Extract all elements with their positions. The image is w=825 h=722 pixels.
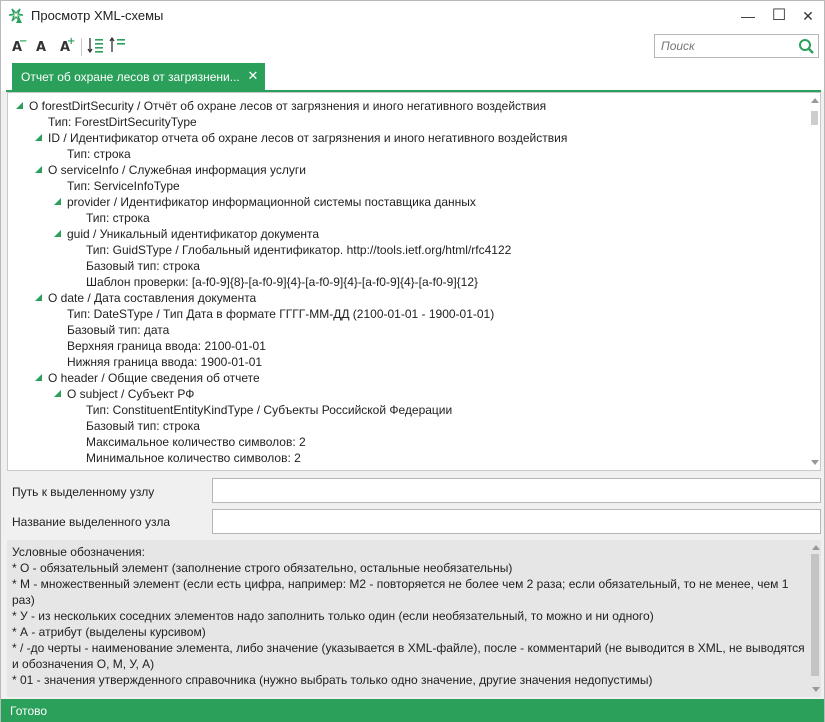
schema-tree[interactable] xyxy=(7,92,821,471)
font-decrease-icon: A xyxy=(11,40,23,55)
expand-arrow-icon[interactable] xyxy=(54,230,61,237)
close-tab-icon[interactable]: ✕ xyxy=(247,68,259,83)
legend-scroll-thumb[interactable] xyxy=(811,554,819,676)
legend-line: Условные обозначения: xyxy=(12,545,145,559)
tree-node[interactable]: guid / Уникальный идентификатор документа xyxy=(67,227,320,241)
search-box xyxy=(654,34,819,58)
close-window-button[interactable]: ✕ xyxy=(802,8,814,24)
maximize-button[interactable]: ☐ xyxy=(771,7,787,24)
legend-line: * М - множественный элемент (если есть цифра, например: М2 - повторяется не более чем 2 раза; если обязательный, то не менее, чем 1 xyxy=(12,577,789,591)
legend-line: * У - из нескольких соседних элементов надо заполнить только один (если необязательный, то можно и ни одного) xyxy=(12,609,654,623)
minimize-button[interactable]: — xyxy=(741,8,755,24)
expand-all-icon[interactable] xyxy=(87,36,105,56)
legend-line: * 01 - значения утвержденного справочника (нужно выбрать только одно значение, другие значения недопустимы) xyxy=(12,673,653,687)
title-bar xyxy=(1,1,824,31)
tree-node[interactable]: О header / Общие сведения об отчете xyxy=(48,371,260,385)
tree-node[interactable]: О date / Дата составления документа xyxy=(48,291,257,305)
tree-node[interactable]: О subject / Субъект РФ xyxy=(67,387,195,401)
path-field[interactable] xyxy=(212,478,821,503)
legend-line: раз) xyxy=(12,593,35,607)
legend-scroll-down-icon[interactable] xyxy=(812,687,820,692)
tree-node[interactable]: Верхняя граница ввода: 2100-01-01 xyxy=(67,339,266,353)
legend-scroll-up-icon[interactable] xyxy=(812,545,820,550)
tab-forest-dirt-security[interactable] xyxy=(12,63,265,91)
tab-label: Отчет об охране лесов от загрязнени... xyxy=(21,70,240,84)
status-bar xyxy=(1,699,824,722)
expand-arrow-icon[interactable] xyxy=(35,134,42,141)
collapse-all-icon[interactable] xyxy=(109,36,127,56)
tree-node[interactable]: Тип: GuidSType / Глобальный идентификатор. http://tools.ietf.org/html/rfc4122 xyxy=(86,243,512,257)
search-icon[interactable] xyxy=(798,38,815,55)
scroll-up-icon[interactable] xyxy=(811,98,819,103)
tree-node[interactable]: ID / Идентификатор отчета об охране лесов от загрязнения и иного негативного воздействия xyxy=(48,131,568,145)
decrease-font-button[interactable] xyxy=(7,37,27,59)
tree-node[interactable]: Тип: ConstituentEntityKindType / Субъекты Российской Федерации xyxy=(86,403,453,417)
expand-arrow-icon[interactable] xyxy=(54,390,61,397)
tree-node[interactable]: О forestDirtSecurity / Отчёт об охране лесов от загрязнения и иного негативного воздействия xyxy=(29,99,547,113)
expand-arrow-icon[interactable] xyxy=(16,102,23,109)
expand-arrow-icon[interactable] xyxy=(35,166,42,173)
legend-scrollbar[interactable] xyxy=(809,540,821,697)
tree-node[interactable]: О serviceInfo / Служебная информация услуги xyxy=(48,163,306,177)
tree-node[interactable]: Минимальное количество символов: 2 xyxy=(86,451,301,465)
scroll-down-icon[interactable] xyxy=(811,460,819,465)
toolbar-separator xyxy=(81,38,82,56)
font-increase-icon: A xyxy=(59,40,71,55)
search-input[interactable] xyxy=(655,35,793,57)
tree-node[interactable]: Тип: строка xyxy=(86,211,150,225)
node-name-field[interactable] xyxy=(212,509,821,534)
expand-arrow-icon[interactable] xyxy=(54,198,61,205)
normal-font-button[interactable] xyxy=(31,37,51,59)
minus-mark: − xyxy=(19,36,28,47)
tree-node[interactable]: Максимальное количество символов: 2 xyxy=(86,435,306,449)
status-text: Готово xyxy=(10,704,48,718)
tree-scroll-thumb[interactable] xyxy=(811,111,818,125)
window-title: Просмотр XML-схемы xyxy=(31,8,164,23)
font-normal-icon: A xyxy=(35,40,47,55)
tree-node[interactable]: Базовый тип: дата xyxy=(67,323,170,337)
tree-node[interactable]: Тип: строка xyxy=(67,147,131,161)
legend-line: * О - обязательный элемент (заполнение строго обязательно, остальные необязательны) xyxy=(12,561,513,575)
tree-node[interactable]: Тип: ServiceInfoType xyxy=(67,179,180,193)
tree-node[interactable]: provider / Идентификатор информационной системы поставщика данных xyxy=(67,195,476,209)
tree-scrollbar[interactable] xyxy=(808,93,820,470)
tree-node[interactable]: Шаблон проверки: [a-f0-9]{8}-[a-f0-9]{4}-[a-f0-9]{4}-[a-f0-9]{4}-[a-f0-9]{12} xyxy=(86,275,479,289)
tree-node[interactable]: Нижняя граница ввода: 1900-01-01 xyxy=(67,355,263,369)
legend-line: и обозначения О, М, У, А) xyxy=(12,657,155,671)
plus-mark: + xyxy=(67,36,76,47)
xml-schema-app-icon xyxy=(7,7,25,25)
tree-node[interactable]: Тип: DateSType / Тип Дата в формате ГГГГ-ММ-ДД (2100-01-01 - 1900-01-01) xyxy=(67,307,495,321)
legend-line: * А - атрибут (выделены курсивом) xyxy=(12,625,206,639)
tree-node[interactable]: Тип: ForestDirtSecurityType xyxy=(48,115,197,129)
path-label: Путь к выделенному узлу xyxy=(12,485,155,499)
tree-node[interactable]: Базовый тип: строка xyxy=(86,419,200,433)
expand-arrow-icon[interactable] xyxy=(35,374,42,381)
legend-line: * / -до черты - наименование элемента, либо значение (указывается в XML-файле), после - комментарий (не выводится в XML, не выводятся xyxy=(12,641,805,655)
legend-panel xyxy=(7,540,821,697)
tree-node[interactable]: Базовый тип: строка xyxy=(86,259,200,273)
node-name-label: Название выделенного узла xyxy=(12,515,171,529)
increase-font-button[interactable] xyxy=(55,37,75,59)
expand-arrow-icon[interactable] xyxy=(35,294,42,301)
